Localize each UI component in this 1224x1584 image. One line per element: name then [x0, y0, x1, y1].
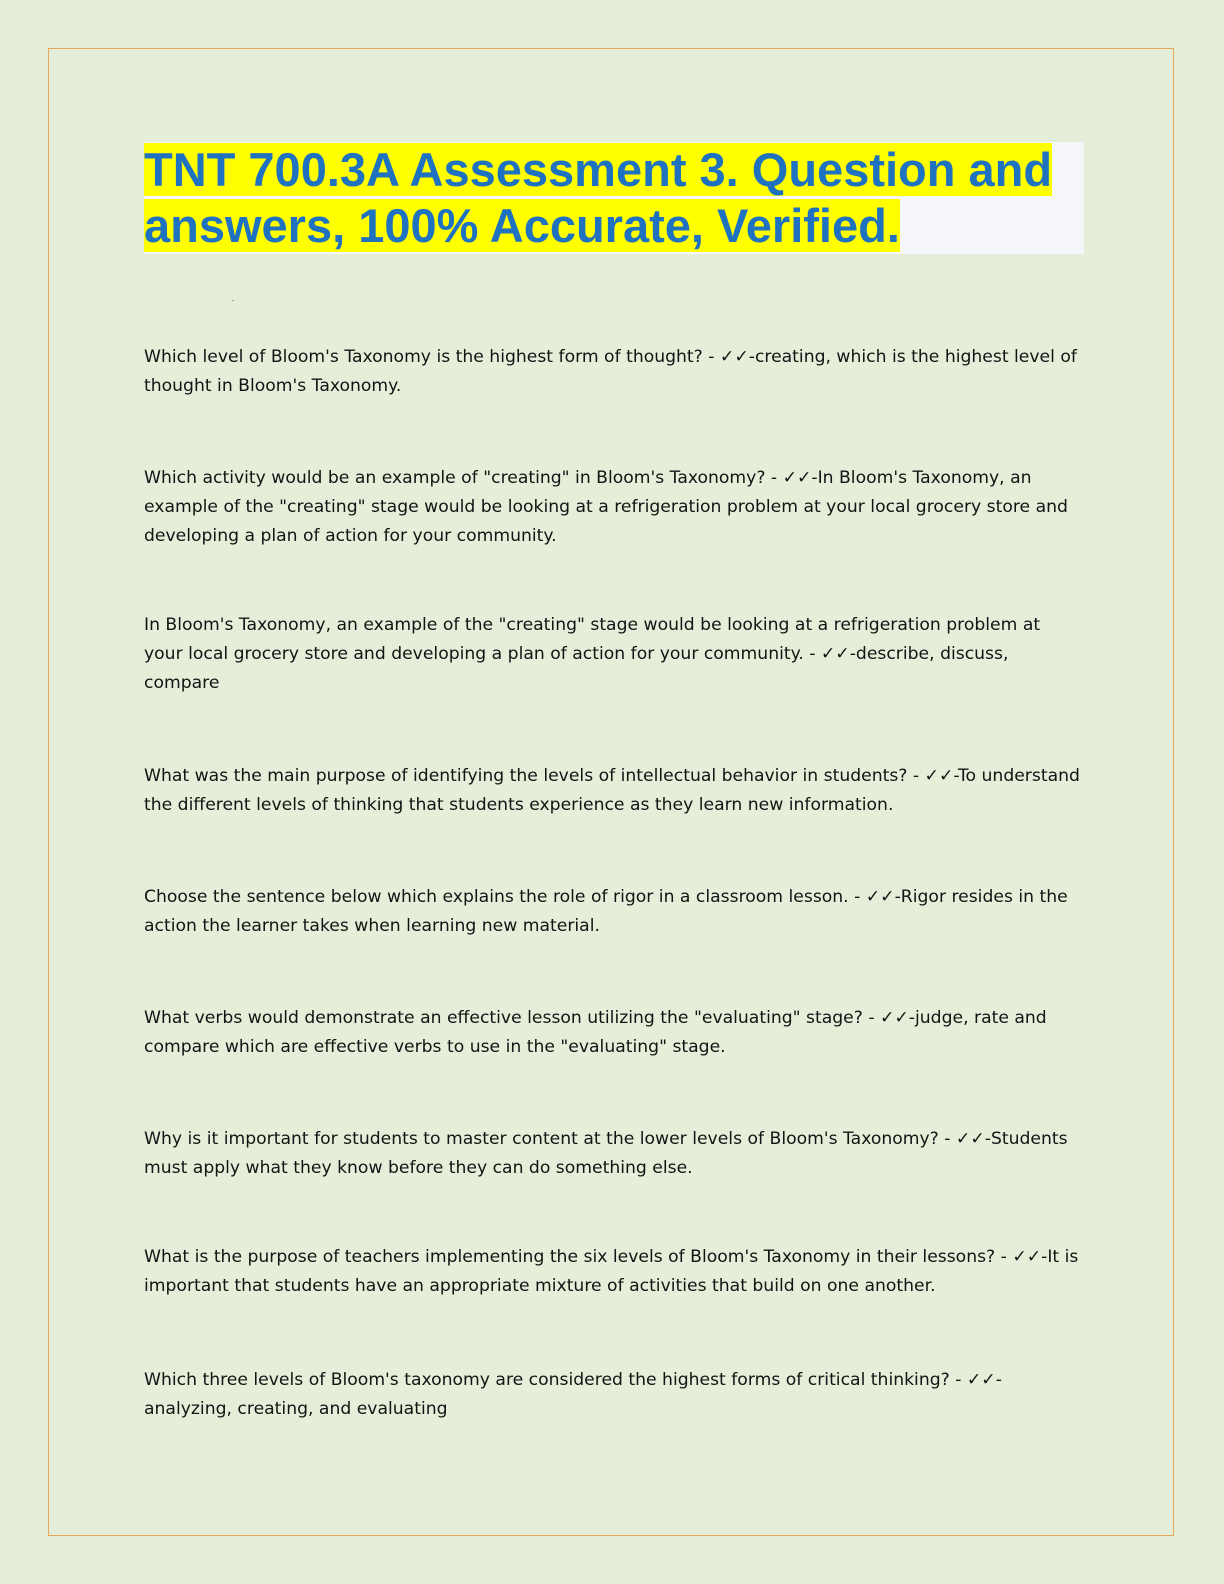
answer-text: Students must apply what they know before they can do something else. — [144, 1129, 1068, 1178]
qa-item-6 — [144, 1004, 1084, 1062]
question-text: Which three levels of Bloom's taxonomy are considered the highest forms of critical thinking? — [144, 1370, 950, 1390]
question-text: What was the main purpose of identifying the levels of intellectual behavior in students? — [144, 766, 908, 786]
answer-separator: - ✓✓- — [702, 347, 755, 367]
qa-item-9 — [144, 1366, 1084, 1424]
answer-text: creating, which is the highest level of thought in Bloom's Taxonomy. — [144, 347, 1077, 396]
document-title-text: TNT 700.3A Assessment 3. Question and answers, 100% Accurate, Verified. — [144, 143, 1053, 252]
document-title — [144, 142, 1084, 254]
qa-item-2 — [144, 464, 1084, 551]
question-text: Which activity would be an example of "creating" in Bloom's Taxonomy? — [144, 468, 766, 488]
answer-text: describe, discuss, compare — [144, 644, 1009, 693]
question-text: Which level of Bloom's Taxonomy is the highest form of thought? — [144, 347, 703, 367]
qa-item-5 — [144, 883, 1084, 941]
answer-text: To understand the different levels of thinking that students experience as they learn new information. — [144, 766, 1080, 815]
answer-separator: - ✓✓- — [765, 468, 818, 488]
qa-item-1 — [144, 343, 1084, 401]
answer-separator: - ✓✓- — [862, 1008, 916, 1028]
answer-separator: - ✓✓- — [907, 766, 958, 786]
answer-separator: - ✓✓- — [848, 887, 901, 907]
question-text: What verbs would demonstrate an effective lesson utilizing the "evaluating" stage? — [144, 1008, 863, 1028]
answer-text: Rigor resides in the action the learner takes when learning new material. — [144, 887, 1068, 936]
title-block — [144, 142, 1084, 254]
qa-item-7 — [144, 1125, 1084, 1183]
answer-separator: - ✓✓- — [949, 1370, 1002, 1390]
question-text: Why is it important for students to master content at the lower levels of Bloom's Taxonomy? — [144, 1129, 939, 1149]
qa-item-4 — [144, 762, 1084, 820]
answer-text: judge, rate and compare which are effective verbs to use in the "evaluating" stage. — [144, 1008, 1047, 1057]
answer-separator: - ✓✓- — [938, 1129, 991, 1149]
answer-text: It is important that students have an appropriate mixture of activities that build on one another. — [144, 1247, 1079, 1296]
stray-mark — [232, 300, 234, 301]
qa-item-8 — [144, 1243, 1084, 1301]
qa-item-3 — [144, 611, 1084, 698]
answer-separator: - ✓✓- — [995, 1247, 1048, 1267]
answer-text: analyzing, creating, and evaluating — [144, 1399, 448, 1419]
question-text: What is the purpose of teachers implementing the six levels of Bloom's Taxonomy in their lessons? — [144, 1247, 996, 1267]
question-text: In Bloom's Taxonomy, an example of the "creating" stage would be looking at a refrigeration problem at your local grocery store and developing a plan of action for your community. — [144, 615, 1041, 664]
question-text: Choose the sentence below which explains the role of rigor in a classroom lesson. — [144, 887, 849, 907]
answer-separator: - ✓✓- — [803, 644, 856, 664]
answer-text: In Bloom's Taxonomy, an example of the "creating" stage would be looking at a refrigeration problem at your local grocery store and developing a plan of action for your community. — [144, 468, 1068, 546]
